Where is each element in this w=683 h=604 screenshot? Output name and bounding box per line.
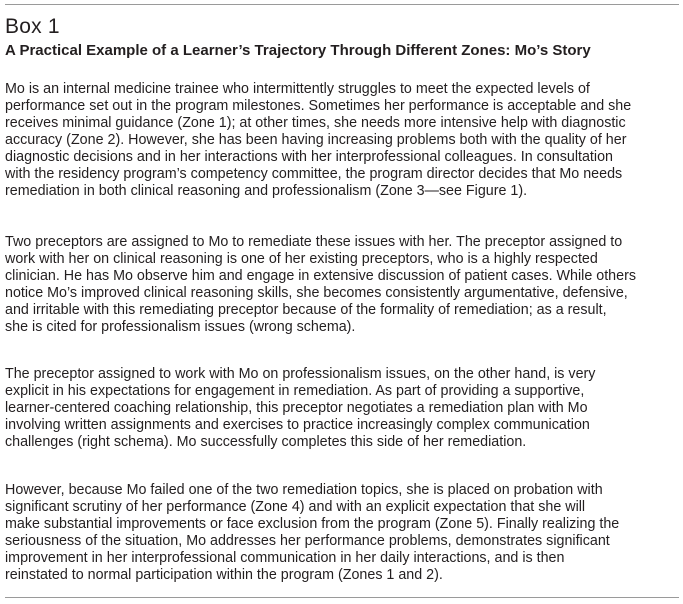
paragraph-line: significant scrutiny of her performance (Zone 4) and with an explicit expectation that she will [5,499,586,515]
box-title: A Practical Example of a Learner’s Trajectory Through Different Zones: Mo’s Story [5,42,591,59]
paragraph-line: notice Mo’s improved clinical reasoning skills, she becomes consistently argumentative, defensive, [5,285,628,301]
paragraph-line: diagnostic decisions and in her interactions with her interprofessional colleagues. In consultation [5,149,613,165]
paragraph-line: work with her on clinical reasoning is one of her existing preceptors, who is a highly respected [5,251,598,267]
paragraph-line: performance set out in the program milestones. Sometimes her performance is acceptable and she [5,98,632,114]
paragraph-line: and irritable with this remediating preceptor because of the formality of remediation; as a result, [5,302,607,318]
paragraph-line: However, because Mo failed one of the two remediation topics, she is placed on probation with [5,482,603,498]
paragraph-line: explicit in his expectations for engagement in remediation. As part of providing a supportive, [5,383,585,399]
paragraph-3 [5,366,677,451]
paragraph-line: Two preceptors are assigned to Mo to remediate these issues with her. The preceptor assigned to [5,234,623,250]
paragraph-line: learner-centered coaching relationship, this preceptor negotiates a remediation plan with Mo [5,400,588,416]
paragraph-line: receives minimal guidance (Zone 1); at other times, she needs more intensive help with diagnostic [5,115,626,131]
paragraph-2 [5,234,677,336]
paragraph-line: make substantial improvements or face exclusion from the program (Zone 5). Finally realizing the [5,516,620,532]
paragraph-line: she is cited for professionalism issues (wrong schema). [5,319,356,335]
paragraph-line: involving written assignments and exercises to practice increasingly complex communication [5,417,590,433]
box-label: Box 1 [5,15,60,38]
paragraph-line: reinstated to normal participation within the program (Zones 1 and 2). [5,567,443,583]
paragraph-line: with the residency program’s competency committee, the program director decides that Mo needs [5,166,623,182]
paragraph-line: remediation in both clinical reasoning and professionalism (Zone 3—see Figure 1). [5,183,528,199]
paragraph-1 [5,81,677,200]
paragraph-line: improvement in her interprofessional communication in her daily interactions, and is then [5,550,565,566]
paragraph-line: seriousness of the situation, Mo addresses her performance problems, demonstrates significant [5,533,610,549]
paragraph-4 [5,482,677,584]
paragraph-line: challenges (right schema). Mo successfully completes this side of her remediation. [5,434,527,450]
paragraph-line: The preceptor assigned to work with Mo on professionalism issues, on the other hand, is very [5,366,596,382]
paragraph-line: accuracy (Zone 2). However, she has been having increasing problems both with the quality of her [5,132,627,148]
paragraph-line: clinician. He has Mo observe him and engage in extensive discussion of patient cases. While others [5,268,636,284]
text-box [5,4,679,598]
paragraph-line: Mo is an internal medicine trainee who intermittently struggles to meet the expected levels of [5,81,590,97]
